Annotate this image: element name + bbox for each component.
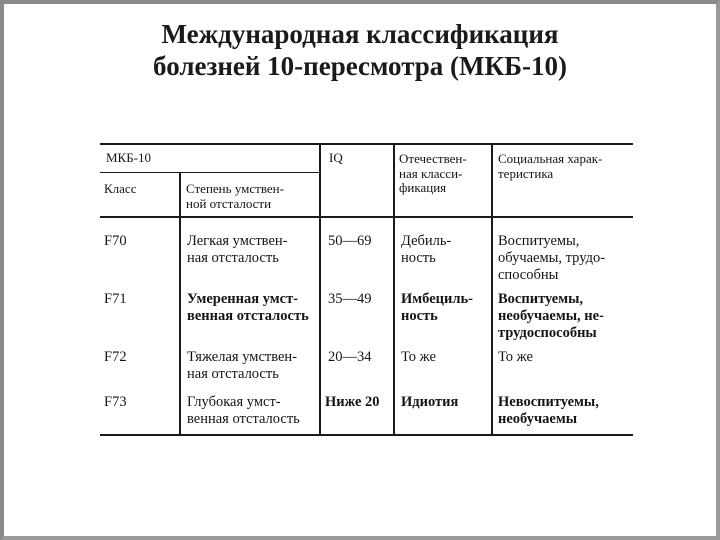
header-sub-rule [100,172,320,173]
row-social: То же [498,349,533,365]
slide-title [80,18,640,82]
row-code: F73 [104,394,127,410]
table-top-rule [100,143,633,145]
col-divider-1 [179,173,181,435]
col-divider-2 [319,143,321,435]
row-code: F70 [104,233,127,249]
title-line-2: болезней 10-пересмотра (МКБ-10) [153,51,567,81]
row-social: Воспитуемы, необучаемы, не- трудоспособны [498,291,604,341]
row-degree: Легкая умствен- ная отсталость [187,233,288,266]
row-code: F72 [104,349,127,365]
row-domestic: Имбециль- ность [401,291,473,324]
header-klass: Класс [104,181,137,196]
row-code: F71 [104,291,127,307]
classification-table [100,143,633,435]
row-domestic: То же [401,349,436,365]
col-divider-3 [393,143,395,435]
row-iq: 50—69 [328,233,372,249]
header-degree: Степень умствен- ной отсталости [186,181,284,211]
header-domestic: Отечествен- ная класси- фикация [399,151,467,195]
row-iq: 20—34 [328,349,372,365]
row-social: Невоспитуемы, необучаемы [498,394,599,427]
row-social: Воспитуемы, обучаемы, трудо- способны [498,233,606,283]
header-mkb: МКБ-10 [106,150,152,165]
row-iq: 35—49 [328,291,372,307]
col-divider-4 [491,143,493,435]
row-domestic: Идиотия [401,394,459,410]
header-social: Социальная харак- теристика [498,151,603,181]
row-degree: Тяжелая умствен- ная отсталость [187,349,297,382]
header-iq: IQ [329,150,343,165]
row-degree: Глубокая умст- венная отсталость [187,394,300,427]
row-degree: Умеренная умст- венная отсталость [187,291,309,324]
row-iq: Ниже 20 [325,394,380,410]
row-domestic: Дебиль- ность [401,233,452,266]
title-line-1: Международная классификация [161,19,559,49]
